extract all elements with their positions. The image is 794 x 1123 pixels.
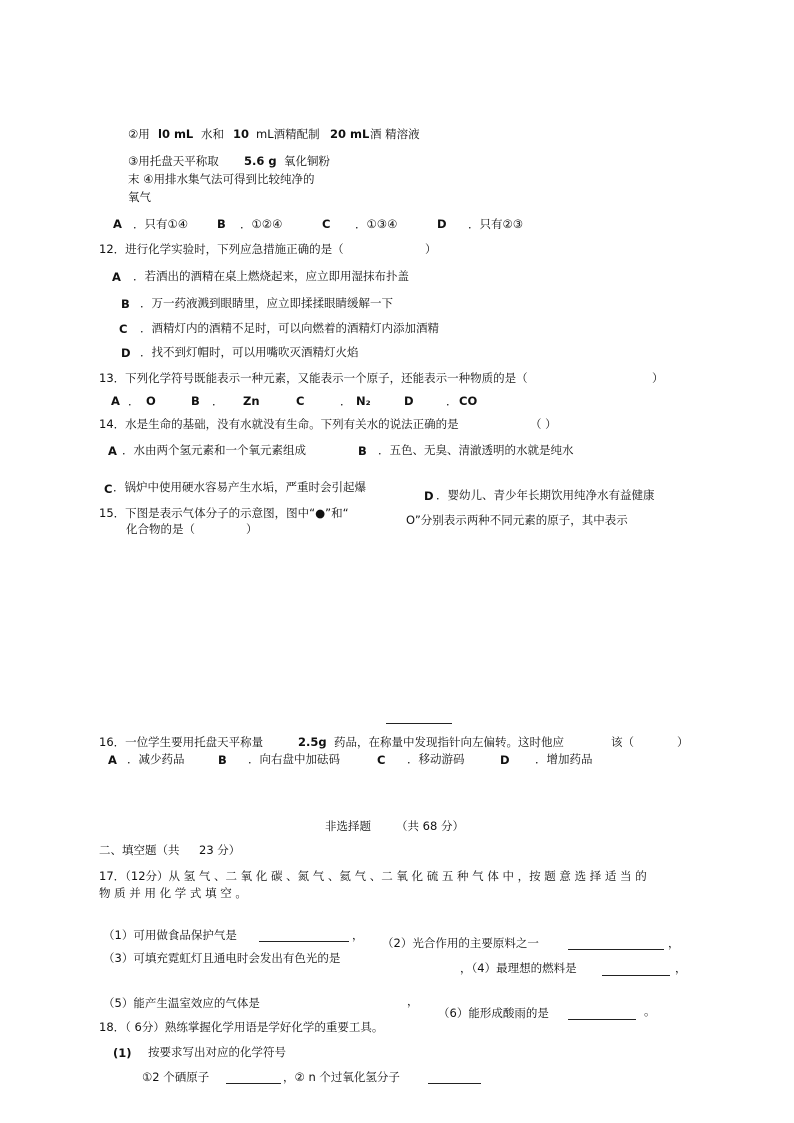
q15-stem-a: 15．下图是表示气体分子的示意图，图中“●”和“ <box>99 506 349 520</box>
q17-item6-period: 。 <box>644 1004 656 1018</box>
prev-item3-prefix: ③用托盘天平称取 <box>128 154 219 168</box>
q16-option-a-text: ．减少药品 <box>127 752 185 766</box>
q17-item2-comma: ， <box>668 936 680 950</box>
q13-option-c-letter: C <box>296 394 305 408</box>
q17-item1-blank[interactable] <box>259 941 349 942</box>
q16-mass: 2.5g <box>298 735 327 749</box>
prev-item3-mass: 5.6 g <box>244 154 277 168</box>
prev-option-b-letter: B <box>217 217 226 231</box>
q17-item4: ，（4）最理想的燃料是 <box>460 961 577 975</box>
prev-option-d-letter: D <box>437 217 447 231</box>
q12-option-b-text: ．万一药液溅到眼睛里，应立即揉揉眼睛缓解一下 <box>140 296 393 310</box>
prev-item2-water: 水和 <box>201 127 224 141</box>
q17-item1-comma: ， <box>352 928 364 942</box>
q17-item1: （1）可用做食品保护气是 <box>103 928 237 942</box>
q14-option-d-text: ．婴幼儿、青少年长期饮用纯净水有益健康 <box>436 488 655 502</box>
figure-rule <box>386 723 452 724</box>
q17-item6: （6）能形成酸雨的是 <box>438 1006 549 1020</box>
q17-item3: （3）可填充霓虹灯且通电时会发出有色光的是 <box>103 951 341 965</box>
q14-option-c-letter: C <box>104 482 113 496</box>
q14-option-a-letter: A <box>108 444 117 458</box>
q14-option-b-letter: B <box>358 444 367 458</box>
prev-item2-vol3: 20 mL <box>330 127 370 141</box>
q13-option-d-dot: ． <box>446 394 458 408</box>
q17-item4-blank[interactable] <box>602 975 670 976</box>
q15-stem-c: 化合物的是（ <box>126 522 195 536</box>
prev-option-c-text: ．①③④ <box>355 217 398 231</box>
prev-item2-vol1: l0 mL <box>158 127 194 141</box>
q17-item4-comma: ， <box>675 961 687 975</box>
q18-stem: 18．（ 6分）熟练掌握化学用语是学好化学的重要工具。 <box>99 1020 384 1034</box>
prev-item2-prefix: ②用 <box>128 127 150 141</box>
q16-option-c-letter: C <box>377 753 386 767</box>
q15-stem-b: O”分别表示两种不同元素的原子，其中表示 <box>406 513 628 527</box>
section-score: （共 68 分） <box>396 819 464 833</box>
q13-option-a-symbol: O <box>146 394 156 408</box>
q16-stem-c-end: ） <box>677 735 689 749</box>
q17-item2: （2）光合作用的主要原料之一 <box>382 936 539 950</box>
prev-option-a-text: ．只有①④ <box>133 217 189 231</box>
q14-option-a-text: ．水由两个氢元素和一个氧元素组成 <box>122 443 306 457</box>
q12-option-a-letter: A <box>112 270 121 284</box>
q18-sub1-text: 按要求写出对应的化学符号 <box>148 1045 286 1059</box>
q16-stem-b: 药品，在称量中发现指针向左偏转。这时他应 <box>334 735 564 749</box>
q13-option-d-letter: D <box>404 394 414 408</box>
q12-option-b-letter: B <box>121 297 130 311</box>
q12-stem-end: ） <box>425 242 437 256</box>
prev-option-d-text: ．只有②③ <box>468 217 524 231</box>
q16-option-b-letter: B <box>218 753 227 767</box>
q16-option-a-letter: A <box>108 753 117 767</box>
q13-option-a-dot: ． <box>128 394 140 408</box>
q16-option-b-text: ．向右盘中加砝码 <box>248 752 340 766</box>
q16-stem-c: 该（ <box>611 735 634 749</box>
q13-option-b-symbol: Zn <box>243 394 260 408</box>
q14-paren: （ ） <box>530 417 557 431</box>
q15-stem-c-end: ） <box>246 522 258 536</box>
q12-option-a-text: ．若洒出的酒精在桌上燃烧起来，应立即用湿抹布扑盖 <box>133 269 409 283</box>
q12-stem: 12．进行化学实验时，下列应急措施正确的是（ <box>99 242 344 256</box>
q17-item6-blank[interactable] <box>568 1019 636 1020</box>
q16-option-c-text: ．移动游码 <box>407 752 465 766</box>
q14-option-b-text: ．五色、无臭、清澈透明的水就是纯水 <box>378 443 574 457</box>
q13-option-d-symbol: CO <box>459 394 478 408</box>
q13-option-c-symbol: N₂ <box>356 394 371 408</box>
q16-stem-a: 16．一位学生要用托盘天平称量 <box>99 735 264 749</box>
part2-heading: 二、填空题（共 <box>99 843 180 857</box>
q18-sub1-label: (1) <box>113 1046 132 1060</box>
q17-line1: 17．（12分）从 氢 气 、二 氧 化 碳 、氮 气 、氦 气 、二 氧 化 硫 五 种 气 体 中 ，按 题 意 选 择 适 当 的 <box>99 869 647 883</box>
q12-option-c-text: ．酒精灯内的酒精不足时，可以向燃着的酒精灯内添加酒精 <box>140 321 439 335</box>
prev-option-c-letter: C <box>322 217 331 231</box>
q12-option-d-text: ．找不到灯帽时，可以用嘴吹灭酒精灯火焰 <box>140 345 359 359</box>
q17-item5-comma: ， <box>407 994 419 1008</box>
prev-item2-alcohol: mL酒精配制 <box>256 127 320 141</box>
q13-option-a-letter: A <box>111 394 120 408</box>
q13-stem-end: ） <box>652 371 664 385</box>
q18-item2: ，② n 个过氧化氢分子 <box>283 1070 400 1084</box>
prev-item3-cont2: 氧气 <box>128 190 151 204</box>
q17-line2: 物 质 并 用 化 学 式 填 空 。 <box>99 886 247 900</box>
q14-stem: 14．水是生命的基础，没有水就没有生命。下列有关水的说法正确的是 <box>99 417 459 431</box>
q13-option-b-dot: ． <box>212 394 224 408</box>
q16-option-d-letter: D <box>500 753 510 767</box>
prev-option-a-letter: A <box>113 217 122 231</box>
q17-item2-blank[interactable] <box>568 949 664 950</box>
q13-option-c-dot: ． <box>340 394 352 408</box>
q18-item1: ①2 个硒原子 <box>142 1070 210 1084</box>
prev-item2-solution: 酒 精溶液 <box>370 127 420 141</box>
prev-item3-cuo: 氧化铜粉 <box>284 154 330 168</box>
q18-item1-blank[interactable] <box>226 1083 281 1084</box>
section-title: 非选择题 <box>325 819 371 833</box>
q14-option-c-text: ．锅炉中使用硬水容易产生水垢，严重时会引起爆 <box>113 480 366 494</box>
q18-item2-blank[interactable] <box>428 1083 481 1084</box>
q14-option-d-letter: D <box>424 489 434 503</box>
q17-item5: （5）能产生温室效应的气体是 <box>103 996 260 1010</box>
part2-score: 23 分） <box>199 843 241 857</box>
q13-stem: 13．下列化学符号既能表示一种元素，又能表示一个原子，还能表示一种物质的是（ <box>99 371 528 385</box>
q12-option-c-letter: C <box>119 322 128 336</box>
prev-item3-cont: 末 ④用排水集气法可得到比较纯净的 <box>128 172 315 186</box>
q12-option-d-letter: D <box>121 346 131 360</box>
q13-option-b-letter: B <box>191 394 200 408</box>
prev-option-b-text: ．①②④ <box>240 217 283 231</box>
prev-item2-vol2: 10 <box>233 127 250 141</box>
q16-option-d-text: ．增加药品 <box>535 752 593 766</box>
